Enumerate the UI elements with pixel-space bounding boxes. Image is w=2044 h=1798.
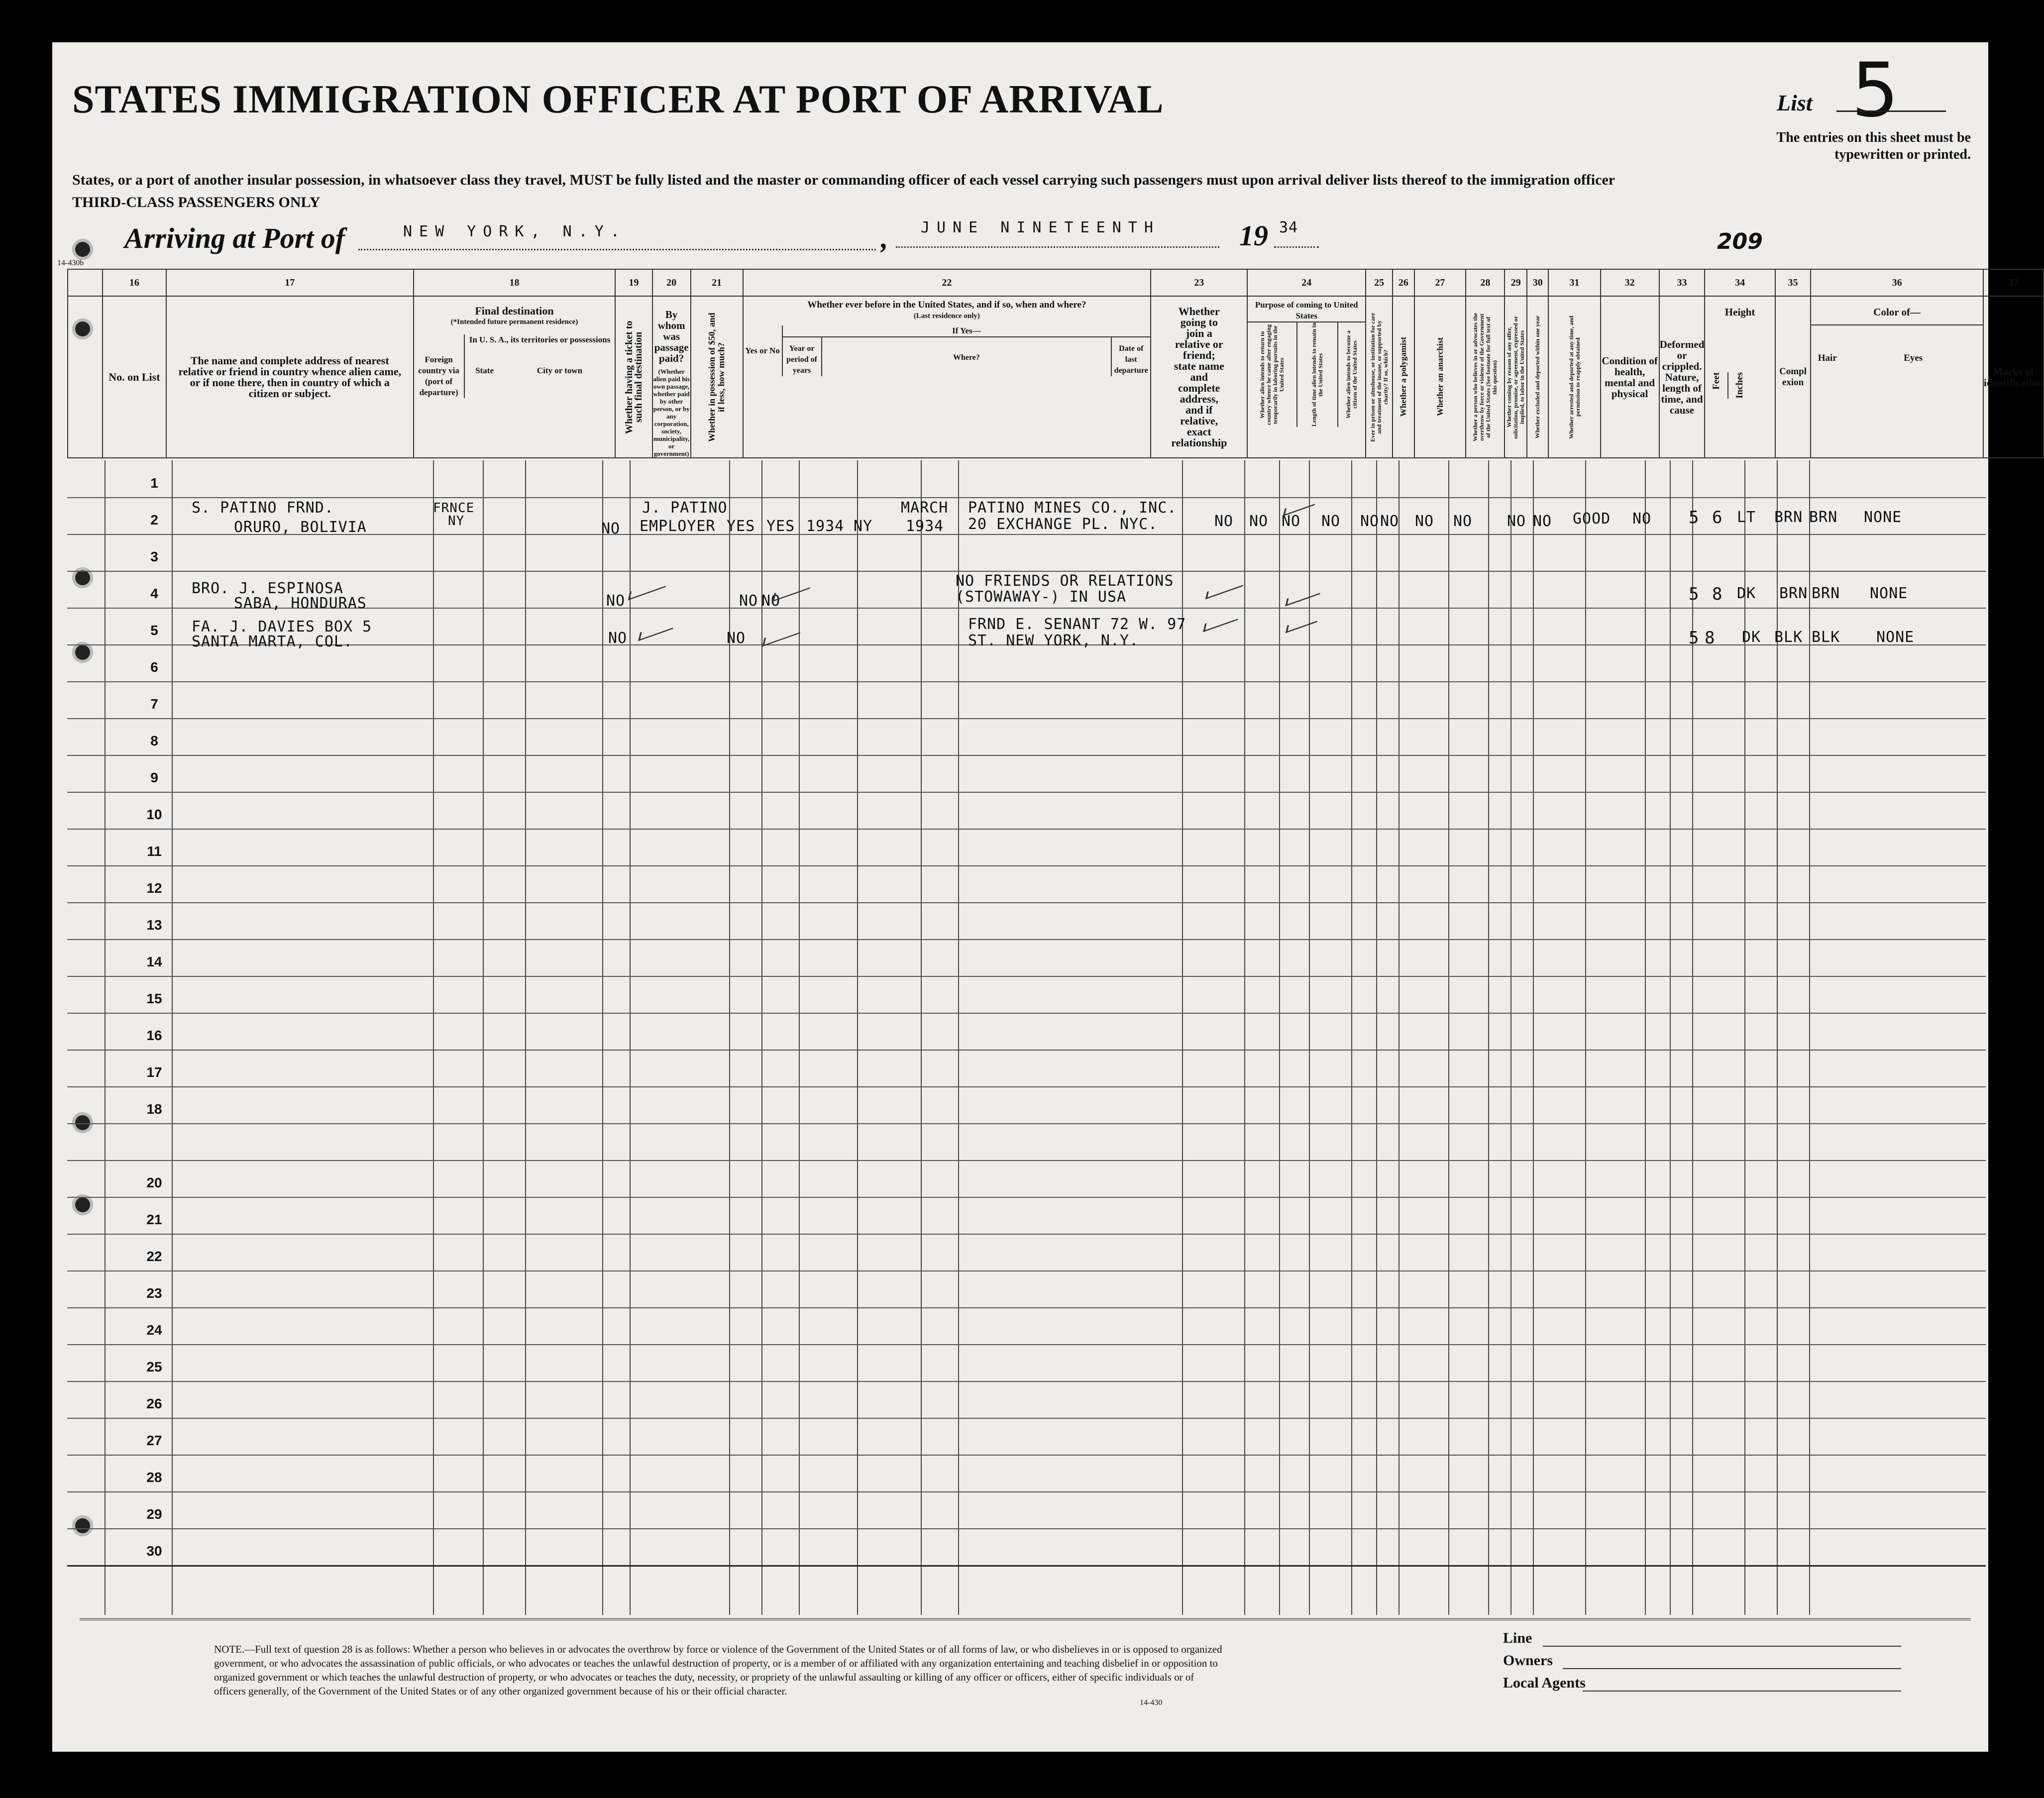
column-number-34: 34 <box>1705 269 1775 296</box>
column-number-31: 31 <box>1548 269 1600 296</box>
condition-header: Condition of health, mental and physical <box>1601 296 1659 458</box>
column-number-30: 30 <box>1527 269 1548 296</box>
column-number-21: 21 <box>691 269 743 296</box>
ever-before-header <box>743 296 1151 458</box>
rules-text: States, or a port of another insular possession, in whatsoever class they travel, MUST be fully listed and the master or commanding officer of each vessel carrying such passengers must upon arrival deliver lists thereof to the immigration officer <box>72 172 1615 188</box>
yes-no-header: Yes or No <box>745 346 780 355</box>
in-usa-subheaders <box>465 365 615 376</box>
list-label: List <box>1777 90 1813 115</box>
where-value: NY <box>854 518 873 535</box>
ticket-value: NO <box>606 592 626 610</box>
row-number: 28 <box>146 1470 162 1485</box>
column-number-18: 18 <box>414 269 616 296</box>
foreign-port: NY <box>448 514 465 529</box>
column-number-19: 19 <box>615 269 652 296</box>
entries-note: The entries on this sheet must be typewritten or printed. <box>1776 130 1971 162</box>
joining-address: ST. NEW YORK, N.Y. <box>968 632 1139 649</box>
eyes-value: BLK <box>1812 629 1840 646</box>
feet-cell <box>1705 372 1727 399</box>
table-row <box>67 1381 1986 1419</box>
column-number-27: 27 <box>1414 269 1466 296</box>
row-number: 30 <box>146 1543 162 1559</box>
feet-value: 5 <box>1689 584 1700 604</box>
row-number: 2 <box>150 512 158 528</box>
possession-header <box>691 296 743 458</box>
foreign-country-header: Foreign country via (port of departure) <box>418 355 459 397</box>
port-of-arrival: NEW YORK, N.Y. <box>403 223 627 240</box>
row-number: 29 <box>146 1506 162 1522</box>
row-number: 26 <box>146 1396 162 1411</box>
purpose-c-header: Whether alien intends to become a citizen of the United States <box>1345 330 1359 419</box>
eyes-header: Eyes <box>1904 353 1923 363</box>
feet-value: 5 <box>1689 628 1700 648</box>
purpose-title: Purpose of coming to United States <box>1248 300 1365 322</box>
city-header: City or town <box>537 366 583 375</box>
color-header <box>1811 296 1983 458</box>
q29-header <box>1505 296 1527 458</box>
table-row <box>67 865 1986 903</box>
row-number: 15 <box>146 991 162 1006</box>
q30-header-text: Whether excluded and deported within one year <box>1534 315 1541 439</box>
departure-month: MARCH <box>901 499 949 517</box>
joining-address: 20 EXCHANGE PL. NYC. <box>968 516 1158 533</box>
table-row <box>67 1086 1986 1124</box>
row-number: 25 <box>146 1359 162 1375</box>
column-number-28: 28 <box>1466 269 1505 296</box>
complexion-header: Complexion <box>1775 296 1811 458</box>
margin-cell <box>68 269 103 296</box>
paid-by-relation: EMPLOYER <box>640 518 716 535</box>
joining-address: (STOWAWAY-) IN USA <box>956 588 1127 606</box>
prison-header <box>1366 296 1393 458</box>
if-yes-header: If Yes— <box>783 325 1151 337</box>
row-number: 5 <box>150 623 158 638</box>
table-row <box>67 1491 1986 1529</box>
row-number: 9 <box>150 770 158 785</box>
complexion-value: LT <box>1737 509 1756 526</box>
row-number: 16 <box>146 1028 162 1043</box>
eyes-value: BRN <box>1812 585 1840 602</box>
comma: , <box>881 222 888 254</box>
purpose-c-cell <box>1337 322 1365 427</box>
foreign-country: FRNCE <box>433 501 475 516</box>
table-row <box>67 1528 1986 1567</box>
marks-value: NONE <box>1876 629 1915 646</box>
class-note: THIRD-CLASS PASSENGERS ONLY <box>72 194 321 211</box>
hair-value: BLK <box>1774 629 1803 646</box>
q29-header-text: Whether coming by reason of any offer, solicitation, promise, or agreement, expressed or implied, to labor in the United States <box>1506 315 1526 439</box>
row-number: 13 <box>146 917 162 933</box>
joining-name: NO FRIENDS OR RELATIONS <box>956 572 1174 590</box>
final-destination-subheaders <box>414 334 615 398</box>
table-row <box>67 718 1986 756</box>
q24c-value: NO <box>1282 513 1301 530</box>
footnote-q28: NOTE.—Full text of question 28 is as follows: Whether a person who believes in or advocates the overthrow by force or violence of the Government of the United States or of all forms of law, or who disbelieves in or is opposed to organized government, or who advocates the assassination of public officials, or who advocates or teaches the unlawful destruction of property, or is a member of or affiliated with any organization entertaining and teaching disbelief in or opposition to organized government or which teaches the unlawful destruction of property, or who advocates or teaches the duty, necessity, or propriety of the unlawful assaulting or killing of any officer or officers, either of specific individuals or of officers generally, of the Government of the United States or of any other organized government because of his or their official character. <box>214 1643 1222 1697</box>
table-row <box>67 755 1986 793</box>
ticket-header-text: Whether having a ticket to such final destination <box>623 320 644 434</box>
column-number-36: 36 <box>1811 269 1983 296</box>
complexion-value: DK <box>1737 585 1756 602</box>
q25-value: NO <box>1321 513 1341 530</box>
table-row <box>67 1455 1986 1492</box>
polygamist-header <box>1393 296 1414 458</box>
arriving-label: Arriving at Port of <box>124 222 345 254</box>
color-subheaders <box>1811 353 1983 364</box>
feet-header: Feet <box>1711 372 1722 390</box>
final-destination-title: Final destination <box>475 305 554 317</box>
ever-before-value: YES <box>766 518 795 535</box>
owners-label: Owners <box>1503 1652 1553 1669</box>
column-number-26: 26 <box>1393 269 1414 296</box>
joining-name: FRND E. SENANT 72 W. 97 <box>968 616 1186 633</box>
footer-rule <box>80 1618 1971 1620</box>
year-suffix: 34 <box>1279 219 1298 236</box>
state-header: State <box>475 366 494 375</box>
margin-cell <box>68 296 103 458</box>
passage-paid-header <box>652 296 691 458</box>
table-row <box>67 1197 1986 1235</box>
anarchist-header-text: Whether an anarchist <box>1435 337 1445 417</box>
date-departure-header: Date of last departure <box>1111 337 1150 376</box>
table-row <box>67 460 1986 498</box>
polygamist-header-text: Whether a polygamist <box>1399 337 1408 417</box>
inches-value: 8 <box>1705 628 1716 648</box>
inches-header: Inches <box>1734 372 1745 399</box>
height-title: Height <box>1724 306 1755 318</box>
row-number: 1 <box>150 475 158 491</box>
form-code: 14-430b <box>57 259 84 267</box>
line-label: Line <box>1503 1630 1532 1646</box>
hair-header: Hair <box>1818 353 1837 363</box>
column-number-33: 33 <box>1659 269 1705 296</box>
where-header: Where? <box>821 337 1111 376</box>
table-row <box>67 939 1986 977</box>
table-row <box>67 792 1986 830</box>
port-line <box>358 249 876 250</box>
row-number: 7 <box>150 696 158 712</box>
owners-field <box>1563 1668 1901 1669</box>
relative-address: SANTA MARTA, COL. <box>192 633 353 650</box>
purpose-a-header: Whether alien intends to return to country whence he came after engaging temporarily in laboring pursuits in the United States <box>1259 324 1286 425</box>
purpose-header <box>1247 296 1366 458</box>
column-number-22: 22 <box>743 269 1151 296</box>
year-value: 1934 <box>806 518 845 535</box>
q30-header <box>1527 296 1548 458</box>
column-number-17: 17 <box>166 269 414 296</box>
table-row <box>67 1160 1986 1198</box>
relative-address: SABA, HONDURAS <box>234 595 367 612</box>
row-number: 23 <box>146 1285 162 1301</box>
row-number: 10 <box>146 807 162 822</box>
row-number: 3 <box>150 549 158 564</box>
ticket-value: NO <box>601 520 621 537</box>
q31-header <box>1548 296 1600 458</box>
q31-value: NO <box>1533 513 1552 530</box>
table-row <box>67 1013 1986 1051</box>
possession-value: NO <box>739 592 758 610</box>
table-row <box>67 829 1986 866</box>
marks-value: NONE <box>1870 585 1908 602</box>
q28-header-text: Whether a person who believes in or advocates the overthrow by force or violence of the Government of the United States (See footnote for full text of this question) <box>1472 313 1499 441</box>
height-header <box>1705 296 1775 458</box>
row-number: 18 <box>146 1101 162 1117</box>
q27-value: NO <box>1380 513 1399 530</box>
marks-value: NONE <box>1864 509 1902 526</box>
ever-before-title: Whether ever before in the United States, and if so, when and where? <box>807 300 1086 310</box>
in-usa-header: In U. S. A., its territories or possessions <box>469 335 611 344</box>
row-number: 4 <box>150 586 158 601</box>
row-number: 6 <box>150 659 158 675</box>
row-number: 12 <box>146 880 162 896</box>
departure-year: 1934 <box>906 518 944 535</box>
if-yes-subheaders <box>783 337 1151 376</box>
local-agents-label: Local Agents <box>1503 1675 1586 1691</box>
eyes-value: BRN <box>1809 509 1838 526</box>
joining-header: Whether going to join a relative or friend; state name and complete address, and if relative, exact relationship <box>1151 296 1247 458</box>
footer-form-number: 14-430 <box>1140 1698 1163 1707</box>
table-row <box>67 534 1986 572</box>
q24b-value: NO <box>1249 513 1269 530</box>
page-number: 209 <box>1717 229 1763 254</box>
line-field <box>1543 1646 1901 1647</box>
no-on-list-header: No. on List <box>103 296 166 458</box>
page-title: STATES IMMIGRATION OFFICER AT PORT OF ARRIVAL <box>72 78 1164 121</box>
in-usa-group <box>464 334 615 398</box>
relative-address: ORURO, BOLIVIA <box>234 519 367 536</box>
table-row <box>67 1307 1986 1345</box>
ticket-header <box>615 296 652 458</box>
row-number: 21 <box>146 1212 162 1227</box>
row-number: 11 <box>147 844 162 859</box>
final-destination-header <box>414 296 616 458</box>
table-row <box>67 1418 1986 1456</box>
q26-value: NO <box>1360 513 1380 530</box>
deformed-header: Deformed or crippled. Nature, length of time, and cause <box>1659 296 1705 458</box>
possession-header-text: Whether in possession of $50, and if less, how much? <box>707 312 727 442</box>
row-number: 14 <box>146 954 162 969</box>
height-subheaders <box>1705 372 1774 399</box>
ever-before-subheaders <box>744 325 1151 376</box>
q30-value: NO <box>1507 513 1526 530</box>
prison-header-text: Ever in prison or almshouse, or institution for care and treatment of the insane, or supported by charity? If so, which? <box>1369 312 1389 442</box>
inches-value: 6 <box>1712 508 1723 528</box>
column-header-table <box>67 269 2044 458</box>
q28-value: NO <box>1415 513 1434 530</box>
table-row <box>67 644 1986 682</box>
arrival-date: JUNE NINETEENTH <box>921 219 1160 236</box>
possession-value: YES <box>727 518 755 535</box>
q29-value: NO <box>1453 513 1473 530</box>
table-row <box>67 1270 1986 1308</box>
ever-before-note: (Last residence only) <box>913 312 980 320</box>
paid-by-name: J. PATINO <box>642 499 728 517</box>
joining-name: PATINO MINES CO., INC. <box>968 499 1177 517</box>
column-number-20: 20 <box>652 269 691 296</box>
q28-header <box>1466 296 1505 458</box>
passage-paid-note: (Whether alien paid his own passage, whether paid by other person, or by any corporation, society, municipality, or government) <box>653 368 690 457</box>
purpose-a-cell <box>1248 322 1296 427</box>
ticket-value: NO <box>608 630 628 647</box>
local-agents-field <box>1583 1691 1901 1692</box>
table-row <box>67 902 1986 940</box>
list-number-line <box>1836 110 1946 112</box>
relative-name: BRO. J. ESPINOSA <box>192 580 343 597</box>
date-line <box>896 246 1219 248</box>
color-title: Color of— <box>1811 307 1983 325</box>
column-number-32: 32 <box>1601 269 1659 296</box>
column-number-35: 35 <box>1775 269 1811 296</box>
row-number: 20 <box>146 1175 162 1190</box>
q31-header-text: Whether arrested and deported at any time, and permission to reapply obtained <box>1567 315 1581 439</box>
row-number: 22 <box>146 1249 162 1264</box>
row-number: 27 <box>146 1433 162 1448</box>
punch-hole <box>72 239 93 260</box>
relative-name: FA. J. DAVIES BOX 5 <box>192 618 372 635</box>
q24a-value: NO <box>1214 513 1234 530</box>
table-row <box>67 1123 1986 1161</box>
purpose-b-cell <box>1296 322 1337 427</box>
if-yes-group <box>782 325 1151 376</box>
year-prefix: 19 <box>1239 219 1268 252</box>
column-number-37: 37 <box>1983 269 2044 296</box>
table-row <box>67 1234 1986 1271</box>
feet-value: 5 <box>1689 508 1700 528</box>
year-period-header: Year or period of years <box>786 344 817 375</box>
ever-before-value: NO <box>761 592 781 610</box>
hair-value: BRN <box>1779 585 1808 602</box>
inches-cell <box>1727 372 1751 399</box>
table-row <box>67 1344 1986 1382</box>
column-number-24: 24 <box>1247 269 1366 296</box>
table-row <box>67 976 1986 1014</box>
relative-name: S. PATINO FRND. <box>192 499 334 517</box>
row-number: 8 <box>150 733 158 748</box>
nearest-relative-header: The name and complete address of nearest relative or friend in country whence alien came, or if none there, then in country of which a citizen or subject. <box>166 296 414 458</box>
list-number: 5 <box>1851 47 1899 134</box>
row-number: 17 <box>146 1064 162 1080</box>
column-number-29: 29 <box>1505 269 1527 296</box>
table-row <box>67 1050 1986 1087</box>
condition-value: GOOD <box>1573 510 1611 528</box>
inches-value: 8 <box>1712 584 1723 604</box>
hair-value: BRN <box>1774 509 1803 526</box>
row-number: 24 <box>146 1322 162 1338</box>
deformed-value: NO <box>1632 510 1652 528</box>
purpose-b-header: Length of time alien intends to remain in the United States <box>1310 322 1324 427</box>
marks-header: Marks of identification <box>1983 296 2044 458</box>
anarchist-header <box>1414 296 1466 458</box>
purpose-subheaders <box>1248 322 1365 427</box>
column-number-23: 23 <box>1151 269 1247 296</box>
table-row <box>67 681 1986 719</box>
column-number-25: 25 <box>1366 269 1393 296</box>
passage-paid-title: By whom was passage paid? <box>654 309 689 364</box>
complexion-value: DK <box>1742 629 1761 646</box>
final-destination-note: (*Intended future permanent residence) <box>450 318 578 326</box>
column-number-16: 16 <box>103 269 166 296</box>
year-line <box>1274 246 1319 248</box>
possession-value: NO <box>727 630 746 647</box>
